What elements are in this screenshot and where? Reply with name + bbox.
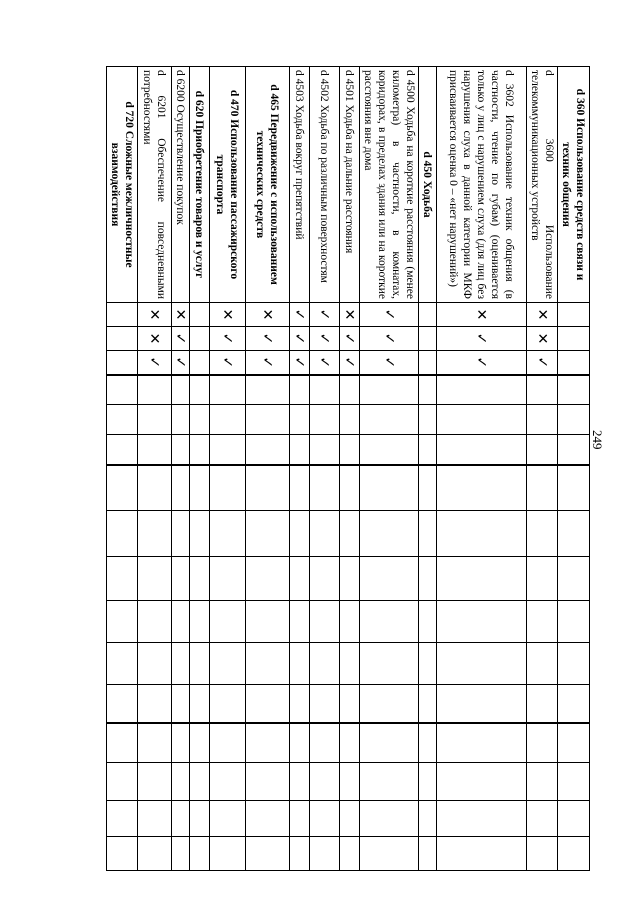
empty-cell xyxy=(210,511,246,557)
empty-cell xyxy=(246,557,290,601)
empty-cell xyxy=(437,465,527,511)
empty-cell xyxy=(558,465,590,511)
empty-cell xyxy=(310,435,340,465)
empty-cell xyxy=(246,801,290,837)
mark-cell-1 xyxy=(310,303,340,327)
empty-cell xyxy=(558,801,590,837)
empty-cell xyxy=(107,801,138,837)
empty-cell xyxy=(419,435,437,465)
empty-cell xyxy=(107,511,138,557)
table-row xyxy=(310,67,340,871)
empty-cell xyxy=(558,763,590,801)
check-mark-icon: ✓ xyxy=(341,356,358,369)
mark-cell-2 xyxy=(419,327,437,351)
row-label: d 450 Ходьба xyxy=(419,67,437,303)
empty-cell xyxy=(290,685,310,723)
check-mark-icon: ✓ xyxy=(473,356,490,369)
table-row xyxy=(360,67,419,871)
mark-cell-1 xyxy=(360,303,419,327)
empty-cell xyxy=(558,643,590,685)
page-number: 249 xyxy=(590,430,605,450)
empty-cell xyxy=(290,435,310,465)
cross-mark-icon: ✕ xyxy=(146,308,163,321)
check-mark-icon: ✓ xyxy=(259,332,276,345)
empty-cell xyxy=(210,685,246,723)
empty-cell xyxy=(138,837,172,871)
empty-cell xyxy=(437,837,527,871)
mark-cell-3 xyxy=(107,351,138,375)
empty-cell xyxy=(527,405,558,435)
empty-cell xyxy=(419,801,437,837)
empty-cell xyxy=(360,511,419,557)
empty-cell xyxy=(290,801,310,837)
empty-cell xyxy=(138,763,172,801)
empty-cell xyxy=(210,801,246,837)
empty-cell xyxy=(246,405,290,435)
empty-cell xyxy=(138,801,172,837)
empty-cell xyxy=(310,557,340,601)
mark-cell-1 xyxy=(437,303,527,327)
empty-cell xyxy=(246,375,290,405)
mark-cell-2 xyxy=(340,327,360,351)
empty-cell xyxy=(172,435,190,465)
empty-cell xyxy=(558,375,590,405)
mark-cell-2 xyxy=(190,327,210,351)
empty-cell xyxy=(310,801,340,837)
empty-cell xyxy=(172,465,190,511)
mark-cell-1 xyxy=(190,303,210,327)
empty-cell xyxy=(558,557,590,601)
table-row xyxy=(437,67,527,871)
empty-cell xyxy=(290,405,310,435)
empty-cell xyxy=(340,465,360,511)
empty-cell xyxy=(190,511,210,557)
row-label: d 465 Передвижение с использованием технических средств xyxy=(246,67,290,303)
empty-cell xyxy=(419,405,437,435)
empty-cell xyxy=(310,405,340,435)
empty-cell xyxy=(172,801,190,837)
empty-cell xyxy=(310,685,340,723)
empty-cell xyxy=(190,465,210,511)
empty-cell xyxy=(138,685,172,723)
empty-cell xyxy=(558,435,590,465)
mark-cell-3 xyxy=(527,351,558,375)
table-row xyxy=(190,67,210,871)
row-label: d 4502 Ходьба по различным поверхностям xyxy=(310,67,340,303)
empty-cell xyxy=(190,405,210,435)
empty-cell xyxy=(340,685,360,723)
empty-cell xyxy=(527,723,558,763)
empty-cell xyxy=(310,763,340,801)
cross-mark-icon: ✕ xyxy=(341,308,358,321)
empty-cell xyxy=(360,763,419,801)
check-mark-icon: ✓ xyxy=(316,356,333,369)
empty-cell xyxy=(437,685,527,723)
empty-cell xyxy=(107,557,138,601)
empty-cell xyxy=(190,435,210,465)
empty-cell xyxy=(360,601,419,643)
empty-cell xyxy=(340,375,360,405)
check-mark-icon: ✓ xyxy=(259,356,276,369)
empty-cell xyxy=(310,723,340,763)
empty-cell xyxy=(210,643,246,685)
empty-cell xyxy=(190,763,210,801)
check-mark-icon: ✓ xyxy=(219,356,236,369)
empty-cell xyxy=(172,375,190,405)
empty-cell xyxy=(360,685,419,723)
row-label: d 470 Использование пассажирского транспорта xyxy=(210,67,246,303)
cross-mark-icon: ✕ xyxy=(146,332,163,345)
empty-cell xyxy=(246,643,290,685)
empty-cell xyxy=(246,685,290,723)
empty-cell xyxy=(138,465,172,511)
empty-cell xyxy=(246,511,290,557)
empty-cell xyxy=(360,557,419,601)
empty-cell xyxy=(360,405,419,435)
empty-cell xyxy=(210,375,246,405)
table-row xyxy=(419,67,437,871)
empty-cell xyxy=(340,511,360,557)
mark-cell-2 xyxy=(310,327,340,351)
empty-cell xyxy=(340,557,360,601)
mark-cell-2 xyxy=(210,327,246,351)
mark-cell-3 xyxy=(360,351,419,375)
mark-cell-2 xyxy=(558,327,590,351)
row-label: d 620 Приобретение товаров и услуг xyxy=(190,67,210,303)
check-mark-icon: ✓ xyxy=(473,332,490,345)
empty-cell xyxy=(172,685,190,723)
empty-cell xyxy=(437,405,527,435)
mark-cell-1 xyxy=(138,303,172,327)
empty-cell xyxy=(190,685,210,723)
mark-cell-3 xyxy=(138,351,172,375)
empty-cell xyxy=(437,511,527,557)
cross-mark-icon: ✕ xyxy=(534,308,550,321)
empty-cell xyxy=(138,723,172,763)
empty-cell xyxy=(107,405,138,435)
empty-cell xyxy=(190,375,210,405)
empty-cell xyxy=(310,465,340,511)
row-label: d 360 Использование средств связи и техник общения xyxy=(558,67,590,303)
empty-cell xyxy=(290,465,310,511)
empty-cell xyxy=(172,557,190,601)
empty-cell xyxy=(210,723,246,763)
empty-cell xyxy=(527,601,558,643)
empty-cell xyxy=(437,801,527,837)
empty-cell xyxy=(437,601,527,643)
empty-cell xyxy=(419,643,437,685)
empty-cell xyxy=(527,557,558,601)
mark-cell-1 xyxy=(172,303,190,327)
mark-cell-1 xyxy=(340,303,360,327)
empty-cell xyxy=(138,375,172,405)
empty-cell xyxy=(210,763,246,801)
empty-cell xyxy=(340,643,360,685)
row-label: d 6201 Обеспечение повседневными потребностями xyxy=(138,67,172,303)
empty-cell xyxy=(210,465,246,511)
table-row xyxy=(527,67,558,871)
empty-cell xyxy=(527,435,558,465)
empty-cell xyxy=(172,837,190,871)
empty-cell xyxy=(558,685,590,723)
empty-cell xyxy=(437,643,527,685)
empty-cell xyxy=(360,837,419,871)
empty-cell xyxy=(290,375,310,405)
empty-cell xyxy=(527,511,558,557)
check-mark-icon: ✓ xyxy=(172,332,189,345)
row-label: d 3602 Использование техник общения (в частности, чтение по губам) (оценивается только у лиц с нарушением слуха (для лиц без нарушения слуха в данной категории МКФ присваивается оценка 0 – «нет нарушений») xyxy=(437,67,527,303)
empty-cell xyxy=(340,801,360,837)
row-label: d 720 Сложные межличностные взаимодействия xyxy=(107,67,138,303)
empty-cell xyxy=(310,837,340,871)
empty-cell xyxy=(360,723,419,763)
check-mark-icon: ✓ xyxy=(146,356,163,369)
empty-cell xyxy=(527,375,558,405)
cross-mark-icon: ✕ xyxy=(219,308,236,321)
empty-cell xyxy=(360,435,419,465)
empty-cell xyxy=(419,511,437,557)
check-mark-icon: ✓ xyxy=(291,356,308,369)
empty-cell xyxy=(210,405,246,435)
empty-cell xyxy=(210,435,246,465)
empty-cell xyxy=(527,465,558,511)
empty-cell xyxy=(138,643,172,685)
empty-cell xyxy=(210,837,246,871)
table-row xyxy=(290,67,310,871)
mark-cell-2 xyxy=(172,327,190,351)
empty-cell xyxy=(246,723,290,763)
check-mark-icon: ✓ xyxy=(172,356,189,369)
check-mark-icon: ✓ xyxy=(316,332,333,345)
empty-cell xyxy=(437,723,527,763)
empty-cell xyxy=(558,511,590,557)
empty-cell xyxy=(172,723,190,763)
empty-cell xyxy=(558,405,590,435)
empty-cell xyxy=(340,601,360,643)
empty-cell xyxy=(437,763,527,801)
empty-cell xyxy=(190,601,210,643)
check-mark-icon: ✓ xyxy=(291,332,308,345)
empty-cell xyxy=(527,801,558,837)
empty-cell xyxy=(437,435,527,465)
table-row xyxy=(138,67,172,871)
row-label: d 3600 Использование телекоммуникационных устройств xyxy=(527,67,558,303)
empty-cell xyxy=(419,557,437,601)
check-mark-icon: ✓ xyxy=(291,308,308,321)
empty-cell xyxy=(172,643,190,685)
cross-mark-icon: ✕ xyxy=(534,332,550,345)
empty-cell xyxy=(419,601,437,643)
empty-cell xyxy=(419,685,437,723)
mark-cell-1 xyxy=(558,303,590,327)
mark-cell-3 xyxy=(172,351,190,375)
mark-cell-1 xyxy=(246,303,290,327)
empty-cell xyxy=(246,763,290,801)
empty-cell xyxy=(290,763,310,801)
empty-cell xyxy=(558,723,590,763)
empty-cell xyxy=(360,801,419,837)
empty-cell xyxy=(310,375,340,405)
mark-cell-2 xyxy=(437,327,527,351)
mark-cell-3 xyxy=(437,351,527,375)
mark-cell-3 xyxy=(419,351,437,375)
cross-mark-icon: ✕ xyxy=(473,308,490,321)
empty-cell xyxy=(210,601,246,643)
mark-cell-3 xyxy=(210,351,246,375)
empty-cell xyxy=(190,801,210,837)
empty-cell xyxy=(246,601,290,643)
empty-cell xyxy=(340,435,360,465)
empty-cell xyxy=(527,643,558,685)
empty-cell xyxy=(190,723,210,763)
empty-cell xyxy=(172,763,190,801)
empty-cell xyxy=(340,723,360,763)
mark-cell-3 xyxy=(340,351,360,375)
empty-cell xyxy=(138,405,172,435)
cross-mark-icon: ✕ xyxy=(259,308,276,321)
table-row xyxy=(340,67,360,871)
empty-cell xyxy=(172,511,190,557)
mark-cell-1 xyxy=(107,303,138,327)
empty-cell xyxy=(419,837,437,871)
empty-cell xyxy=(527,763,558,801)
empty-cell xyxy=(419,375,437,405)
check-mark-icon: ✓ xyxy=(341,332,358,345)
empty-cell xyxy=(210,557,246,601)
empty-cell xyxy=(360,375,419,405)
empty-cell xyxy=(290,511,310,557)
empty-cell xyxy=(290,601,310,643)
row-label: d 4500 Ходьба на короткие расстояния (менее километра) в частности, в комнатах, коридорах, в пределах здания или на короткие расстояния вне дома xyxy=(360,67,419,303)
table-row xyxy=(172,67,190,871)
table-row xyxy=(558,67,590,871)
mark-cell-2 xyxy=(246,327,290,351)
empty-cell xyxy=(360,643,419,685)
check-mark-icon: ✓ xyxy=(534,356,550,369)
empty-cell xyxy=(246,837,290,871)
row-label: d 4503 Ходьба вокруг препятствий xyxy=(290,67,310,303)
mark-cell-2 xyxy=(360,327,419,351)
check-mark-icon: ✓ xyxy=(316,308,333,321)
check-mark-icon: ✓ xyxy=(381,356,397,369)
table-row xyxy=(210,67,246,871)
empty-cell xyxy=(310,601,340,643)
empty-cell xyxy=(107,435,138,465)
empty-cell xyxy=(437,375,527,405)
empty-cell xyxy=(340,837,360,871)
empty-cell xyxy=(107,723,138,763)
table-row xyxy=(107,67,138,871)
mark-cell-3 xyxy=(558,351,590,375)
mark-cell-2 xyxy=(527,327,558,351)
empty-cell xyxy=(419,763,437,801)
empty-cell xyxy=(190,837,210,871)
empty-cell xyxy=(246,435,290,465)
row-label: d 4501 Ходьба на дальние расстояния xyxy=(340,67,360,303)
empty-cell xyxy=(558,601,590,643)
empty-cell xyxy=(419,465,437,511)
empty-cell xyxy=(190,557,210,601)
mark-cell-1 xyxy=(419,303,437,327)
empty-cell xyxy=(107,601,138,643)
mark-cell-3 xyxy=(190,351,210,375)
check-mark-icon: ✓ xyxy=(219,332,236,345)
empty-cell xyxy=(419,723,437,763)
table-row xyxy=(246,67,290,871)
empty-cell xyxy=(360,465,419,511)
mark-cell-3 xyxy=(290,351,310,375)
assessment-table xyxy=(106,66,590,871)
mark-cell-2 xyxy=(138,327,172,351)
empty-cell xyxy=(107,643,138,685)
empty-cell xyxy=(138,601,172,643)
empty-cell xyxy=(138,511,172,557)
empty-cell xyxy=(340,405,360,435)
empty-cell xyxy=(290,837,310,871)
empty-cell xyxy=(172,405,190,435)
row-label: d 6200 Осуществление покупок xyxy=(172,67,190,303)
empty-cell xyxy=(172,601,190,643)
empty-cell xyxy=(437,557,527,601)
empty-cell xyxy=(138,557,172,601)
empty-cell xyxy=(107,763,138,801)
empty-cell xyxy=(310,511,340,557)
mark-cell-2 xyxy=(107,327,138,351)
empty-cell xyxy=(107,465,138,511)
check-mark-icon: ✓ xyxy=(381,308,397,321)
empty-cell xyxy=(310,643,340,685)
mark-cell-3 xyxy=(246,351,290,375)
empty-cell xyxy=(527,685,558,723)
empty-cell xyxy=(246,465,290,511)
empty-cell xyxy=(340,763,360,801)
empty-cell xyxy=(290,643,310,685)
empty-cell xyxy=(558,837,590,871)
empty-cell xyxy=(107,685,138,723)
mark-cell-2 xyxy=(290,327,310,351)
empty-cell xyxy=(190,643,210,685)
cross-mark-icon: ✕ xyxy=(172,308,189,321)
empty-cell xyxy=(290,723,310,763)
mark-cell-1 xyxy=(210,303,246,327)
empty-cell xyxy=(290,557,310,601)
mark-cell-1 xyxy=(290,303,310,327)
empty-cell xyxy=(138,435,172,465)
mark-cell-3 xyxy=(310,351,340,375)
mark-cell-1 xyxy=(527,303,558,327)
check-mark-icon: ✓ xyxy=(381,332,397,345)
empty-cell xyxy=(107,837,138,871)
assessment-table-wrapper xyxy=(106,66,590,870)
empty-cell xyxy=(107,375,138,405)
empty-cell xyxy=(527,837,558,871)
